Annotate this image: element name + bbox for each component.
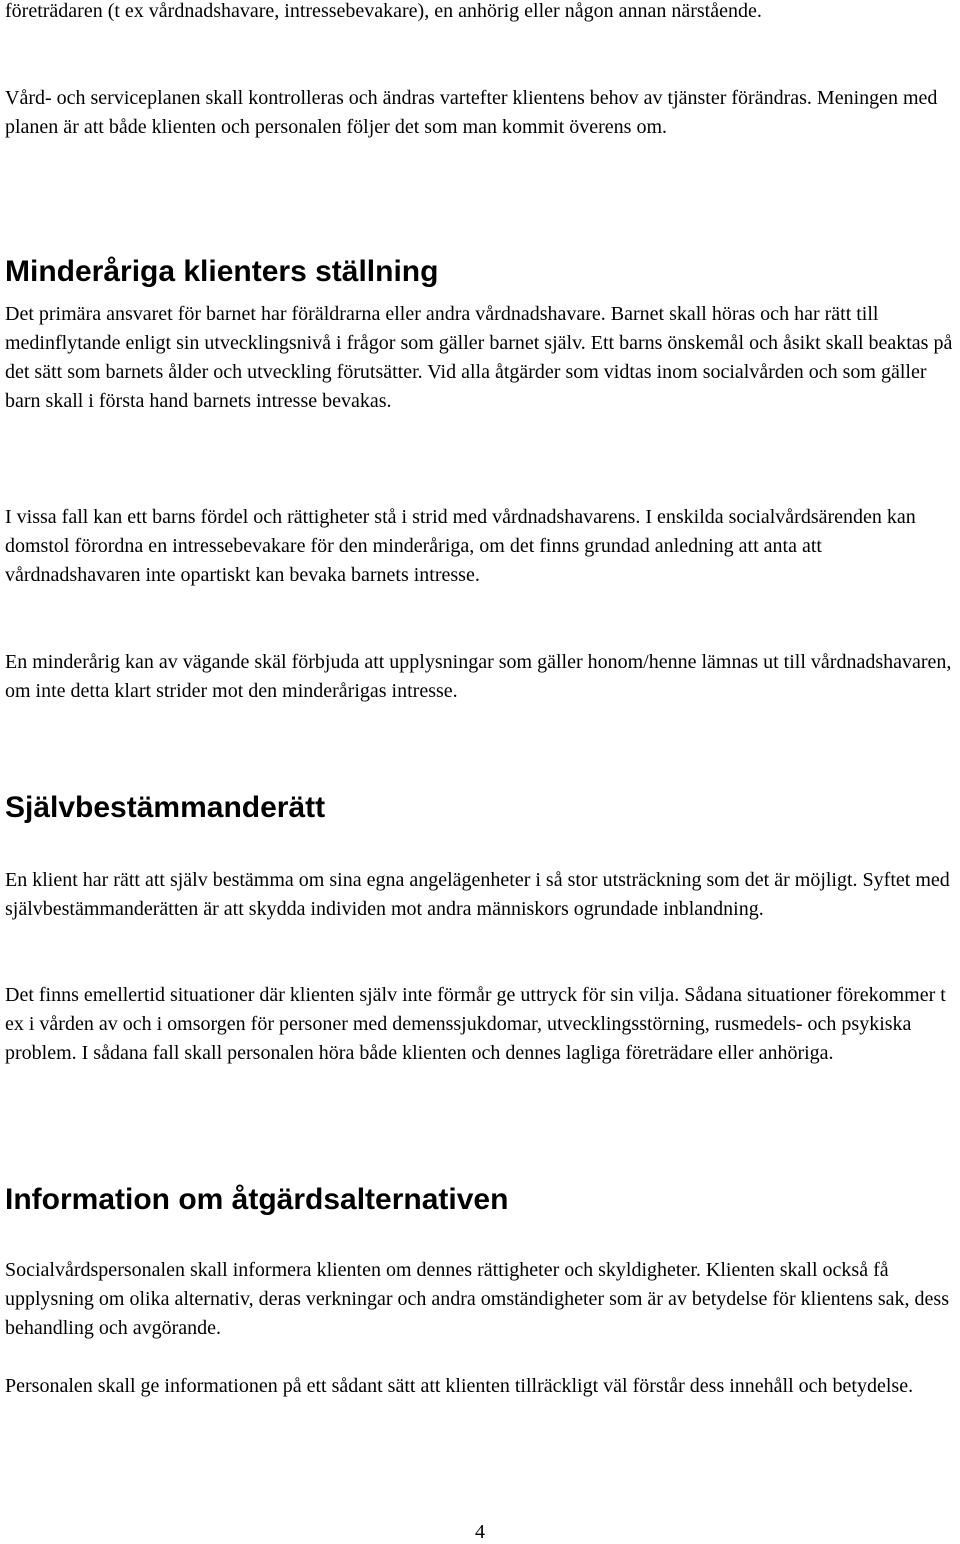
section1-paragraph-2: I vissa fall kan ett barns fördel och rättigheter stå i strid med vårdnadshavarens. I enskilda socialvårdsärenden kan domstol förordna en intressebevakare för den minderåriga, om det finns grundad anledning att anta att vårdnadshavaren inte opartiskt kan bevaka barnets intresse. — [5, 506, 916, 586]
section1-paragraph-1: Det primära ansvaret för barnet har föräldrarna eller andra vårdnadshavare. Barnet skall höras och har rätt till medinflytande enligt sin utvecklingsnivå i frågor som gäller barnet själv. Ett barns önskemål och åsikt skall beaktas på det sätt som barnets ålder och utveckling förutsätter. Vid alla åtgärder som vidtas inom socialvården och som gäller barn skall i första hand barnets intresse bevakas. — [5, 303, 953, 412]
page-number: 4 — [475, 1521, 485, 1543]
section3-paragraph-2: Personalen skall ge informationen på ett sådant sätt att klienten tillräckligt väl förstår dess innehåll och betydelse. — [5, 1375, 914, 1397]
section3-paragraph-1: Socialvårdspersonalen skall informera klienten om dennes rättigheter och skyldigheter. Klienten skall också få upplysning om olika alternativ, deras verkningar och andra omständigheter som är av betydelse för klientens sak, dess behandling och avgörande. — [5, 1259, 949, 1339]
section-heading-information: Information om åtgärdsalternativen — [5, 1183, 509, 1216]
intro-paragraph-2: Vård- och serviceplanen skall kontrolleras och ändras vartefter klientens behov av tjänster förändras. Meningen med planen är att både klienten och personalen följer det som man kommit överens om. — [5, 87, 938, 138]
section2-paragraph-2: Det finns emellertid situationer där klienten själv inte förmår ge uttryck för sin vilja. Sådana situationer förekommer t ex i vården av och i omsorgen för personer med demenssjukdomar, utvecklingsstörning, rusmedels- och psykiska problem. I sådana fall skall personalen höra både klienten och dennes lagliga företrädare eller anhöriga. — [5, 984, 946, 1064]
intro-paragraph-1: företrädaren (t ex vårdnadshavare, intressebevakare), en anhörig eller någon annan närstående. — [5, 0, 762, 22]
section1-paragraph-3: En minderårig kan av vägande skäl förbjuda att upplysningar som gäller honom/henne lämnas ut till vårdnadshavaren, om inte detta klart strider mot den minderårigas intresse. — [5, 651, 952, 702]
section2-paragraph-1: En klient har rätt att själv bestämma om sina egna angelägenheter i så stor utsträckning som det är möjligt. Syftet med självbestämmanderätten är att skydda individen mot andra människors ogrundade inblandning. — [5, 869, 950, 920]
section-heading-sjalvbestammanderatt: Självbestämmanderätt — [5, 791, 326, 824]
section-heading-minderariga: Minderåriga klienters ställning — [5, 255, 439, 288]
